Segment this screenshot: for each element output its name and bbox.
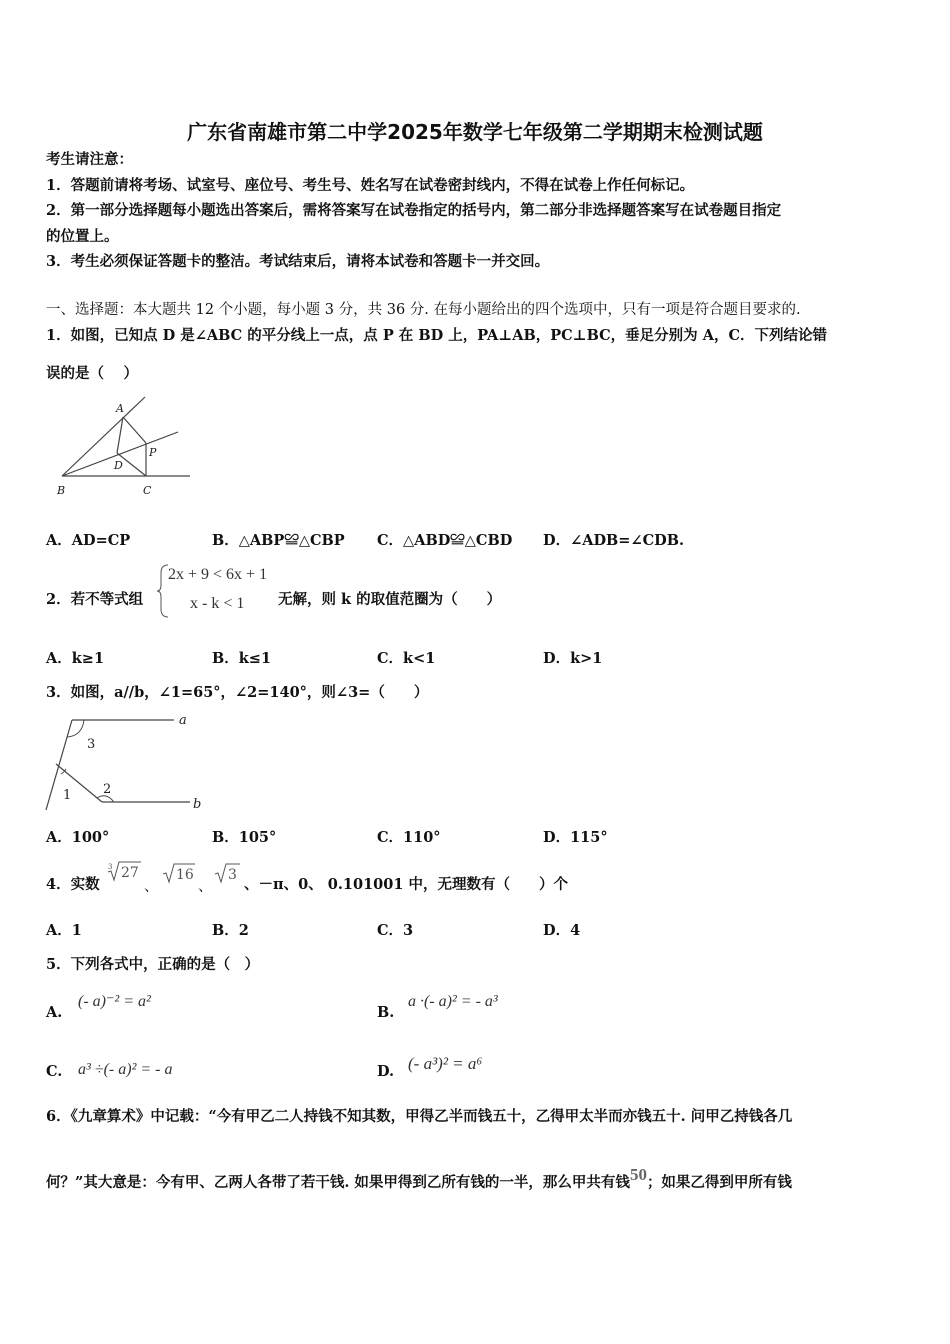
q3-figure (42, 710, 210, 814)
q4-separator: 、 (198, 879, 213, 895)
q4-tail: 、－π、0、 0.101001 中，无理数有（ ）个 (244, 876, 568, 893)
q4-radicand-1: 27 (121, 865, 139, 881)
q1-option-a: A．AD=CP (46, 532, 131, 549)
q5-option-a-expr: (- a)⁻² = a² (78, 993, 151, 1010)
q2-option-c: C．k<1 (377, 650, 436, 667)
notice-item: 的位置上。 (46, 228, 119, 245)
q3-label-2: 2 (103, 782, 112, 797)
q1-figure (50, 395, 195, 500)
q6-number: 50 (629, 1165, 647, 1184)
q3-option-d: D．115° (543, 829, 608, 846)
notice-heading: 考生请注意： (46, 151, 133, 168)
q4-sqrt-16 (162, 862, 196, 884)
q1-option-b: B．△ABP≌△CBP (212, 532, 345, 549)
q2-option-b: B．k≤1 (212, 650, 272, 667)
notice-item: 1．答题前请将考场、试室号、座位号、考生号、姓名写在试卷密封线内，不得在试卷上作任何标记。 (46, 177, 695, 194)
svg-text:3: 3 (108, 863, 113, 871)
section-heading: 一、选择题：本大题共 12 个小题，每小题 3 分，共 36 分. 在每小题给出的四个选项中，只有一项是符合题目要求的. (46, 302, 801, 318)
q4-separator: 、 (144, 879, 159, 895)
q3-option-c: C．110° (377, 829, 441, 846)
q4-sqrt-3 (214, 862, 242, 884)
q5-option-a-label: A. (46, 1004, 63, 1021)
q2-suffix: 无解，则 k 的取值范圈为（ ） (278, 591, 502, 608)
q5-option-b-label: B. (377, 1004, 395, 1021)
q5-option-b-expr: a ·(- a)² = - a³ (408, 993, 498, 1010)
q3-label-1: 1 (63, 788, 72, 803)
q1-stem-cont: 误的是（ ） (46, 365, 139, 382)
q1-stem: 1．如图，已知点 D 是∠ABC 的平分线上一点，点 P 在 BD 上，PA⊥AB，PC⊥BC，垂足分别为 A，C．下列结论错 (46, 327, 827, 344)
q1-label-a: A (116, 402, 124, 415)
q1-label-p: P (149, 446, 157, 459)
q4-option-b: B．2 (212, 922, 249, 939)
q1-label-b: B (57, 484, 66, 497)
q4-prefix: 4．实数 (46, 876, 100, 893)
notice-item: 3．考生必须保证答题卡的整洁。考试结束后，请将本试卷和答题卡一并交回。 (46, 253, 550, 270)
notice-item: 2．第一部分选择题每小题选出答案后，需将答案写在试卷指定的括号内，第二部分非选择题答案写在试卷题目指定 (46, 202, 782, 219)
q5-option-c-expr: a³ ÷(- a)² = - a (78, 1061, 173, 1078)
q6-text-b: ；如果乙得到甲所有钱 (646, 1174, 792, 1191)
q3-stem: 3．如图，a//b，∠1=65°，∠2=140°，则∠3=（ ） (46, 684, 429, 701)
q3-option-a: A．100° (46, 829, 110, 846)
q3-label-3: 3 (87, 737, 96, 752)
q4-radicand-2: 16 (176, 867, 194, 883)
q6-stem-cont (46, 1165, 792, 1191)
q1-option-d: D．∠ADB=∠CDB. (543, 532, 685, 549)
q1-label-d: D (114, 459, 123, 472)
q2-option-a: A．k≥1 (46, 650, 105, 667)
q3-label-b: b (193, 797, 202, 812)
q5-stem: 5．下列各式中，正确的是（ ） (46, 956, 260, 973)
q6-text-a: 何？”其大意是：今有甲、乙两人各带了若干钱. 如果甲得到乙所有钱的一半，那么甲共有钱 (46, 1174, 630, 1191)
q5-option-d-label: D. (377, 1063, 395, 1080)
q4-option-a: A．1 (46, 922, 82, 939)
q5-option-d-expr: (- a³)² = a⁶ (408, 1054, 483, 1073)
q4-cube-root (106, 860, 142, 882)
q6-stem: 6．《九章算术》中记载：“今有甲乙二人持钱不知其数，甲得乙半而钱五十，乙得甲太半而亦钱五十. 问甲乙持钱各几 (46, 1108, 793, 1125)
q1-label-c: C (143, 484, 152, 497)
q4-option-d: D．4 (543, 922, 581, 939)
q3-option-b: B．105° (212, 829, 277, 846)
page-title: 广东省南雄市第二中学2025年数学七年级第二学期期末检测试题 (187, 120, 763, 144)
q1-option-c: C．△ABD≌△CBD (377, 532, 513, 549)
q5-option-c-label: C. (46, 1063, 63, 1080)
q4-radicand-3: 3 (228, 867, 237, 883)
q2-prefix: 2．若不等式组 (46, 591, 144, 608)
q4-option-c: C．3 (377, 922, 414, 939)
q2-inequality-2: x - k < 1 (190, 595, 245, 612)
q2-inequality-1: 2x + 9 < 6x + 1 (168, 566, 268, 583)
q2-option-d: D．k>1 (543, 650, 603, 667)
q3-label-a: a (179, 713, 187, 728)
